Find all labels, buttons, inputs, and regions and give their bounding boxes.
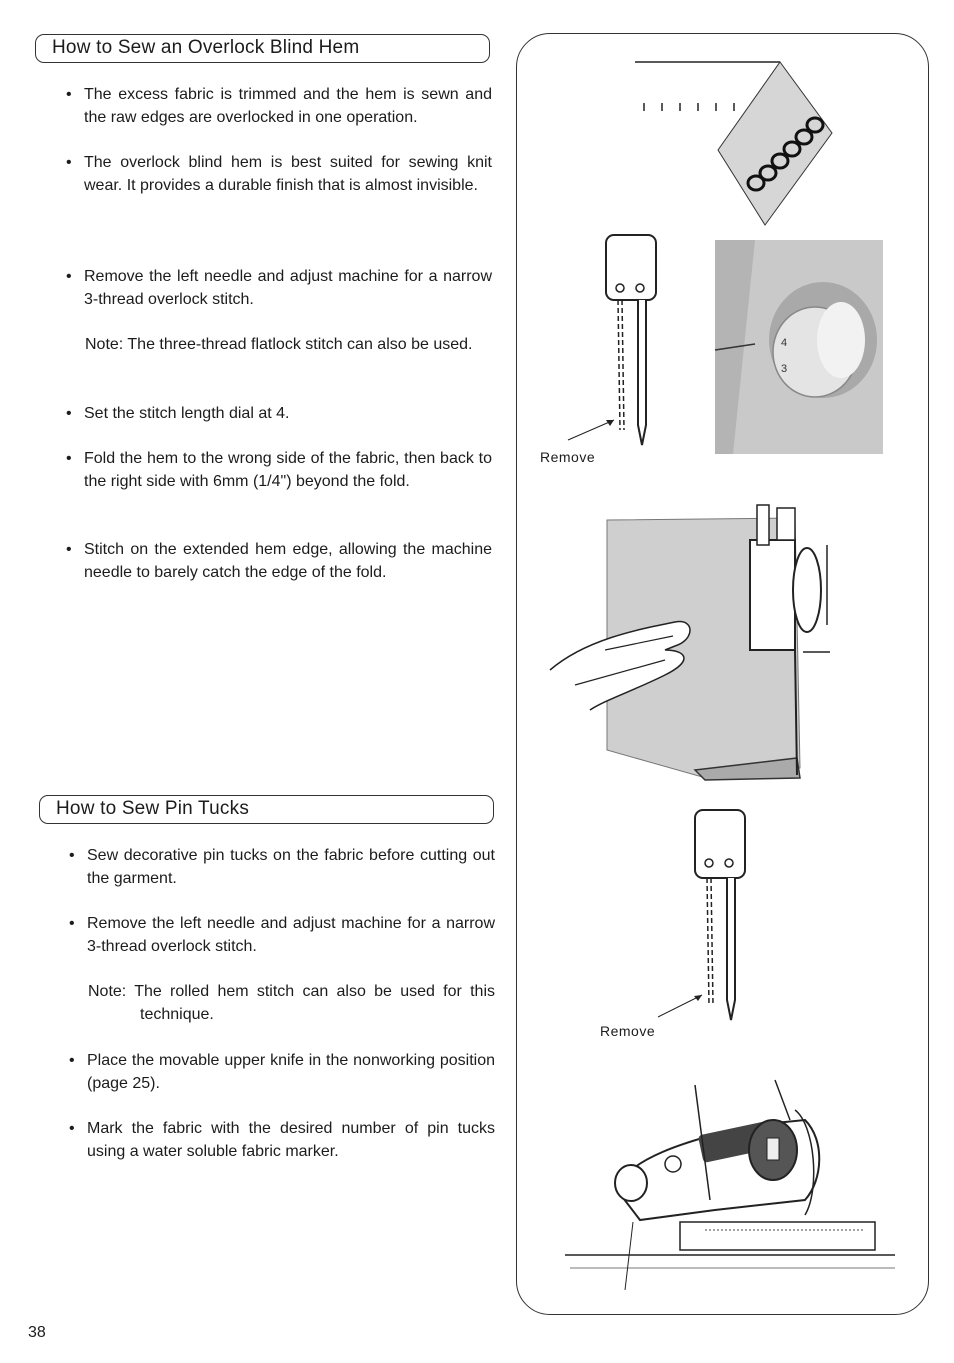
folded-hem-sewing-illustration bbox=[545, 500, 835, 785]
section-title-pin-tucks: How to Sew Pin Tucks bbox=[39, 795, 494, 824]
list-item: • Sew decorative pin tucks on the fabric before cutting out the garment. bbox=[69, 844, 495, 890]
needle-removal-illustration-1 bbox=[560, 230, 670, 450]
upper-knife-illustration bbox=[565, 1080, 905, 1300]
needle-removal-illustration-2 bbox=[650, 805, 760, 1030]
list-item: • Fold the hem to the wrong side of the fabric, then back to the right side with 6mm (1/4") beyond the fold. bbox=[66, 447, 492, 493]
dial-number-4: 4 bbox=[781, 337, 788, 349]
remove-label-1: Remove bbox=[540, 449, 596, 465]
section-title-blind-hem: How to Sew an Overlock Blind Hem bbox=[35, 34, 490, 63]
list-item: • Mark the fabric with the desired number of pin tucks using a water soluble fabric marker. bbox=[69, 1117, 495, 1163]
list-item: • Remove the left needle and adjust machine for a narrow 3-thread overlock stitch. bbox=[69, 912, 495, 958]
list-item: • Stitch on the extended hem edge, allowing the machine needle to barely catch the edge of the fold. bbox=[66, 538, 492, 584]
note-rolled-hem: Note: The rolled hem stitch can also be used for this technique. bbox=[88, 983, 495, 1023]
note-flatlock: Note: The three-thread flatlock stitch can also be used. bbox=[85, 336, 473, 353]
list-item: • The overlock blind hem is best suited for sewing knit wear. It provides a durable finish that is almost invisible. bbox=[66, 151, 492, 197]
dial-number-3: 3 bbox=[781, 363, 788, 375]
list-item: • Place the movable upper knife in the nonworking position (page 25). bbox=[69, 1049, 495, 1095]
stitch-length-dial-illustration bbox=[715, 240, 883, 454]
list-item: • Set the stitch length dial at 4. bbox=[66, 402, 492, 425]
remove-label-2: Remove bbox=[600, 1023, 656, 1039]
list-item: • Remove the left needle and adjust machine for a narrow 3-thread overlock stitch. bbox=[66, 265, 492, 311]
blind-hem-stitch-illustration bbox=[620, 55, 840, 225]
list-item: • The excess fabric is trimmed and the hem is sewn and the raw edges are overlocked in one operation. bbox=[66, 83, 492, 129]
page-number: 38 bbox=[28, 1324, 46, 1341]
